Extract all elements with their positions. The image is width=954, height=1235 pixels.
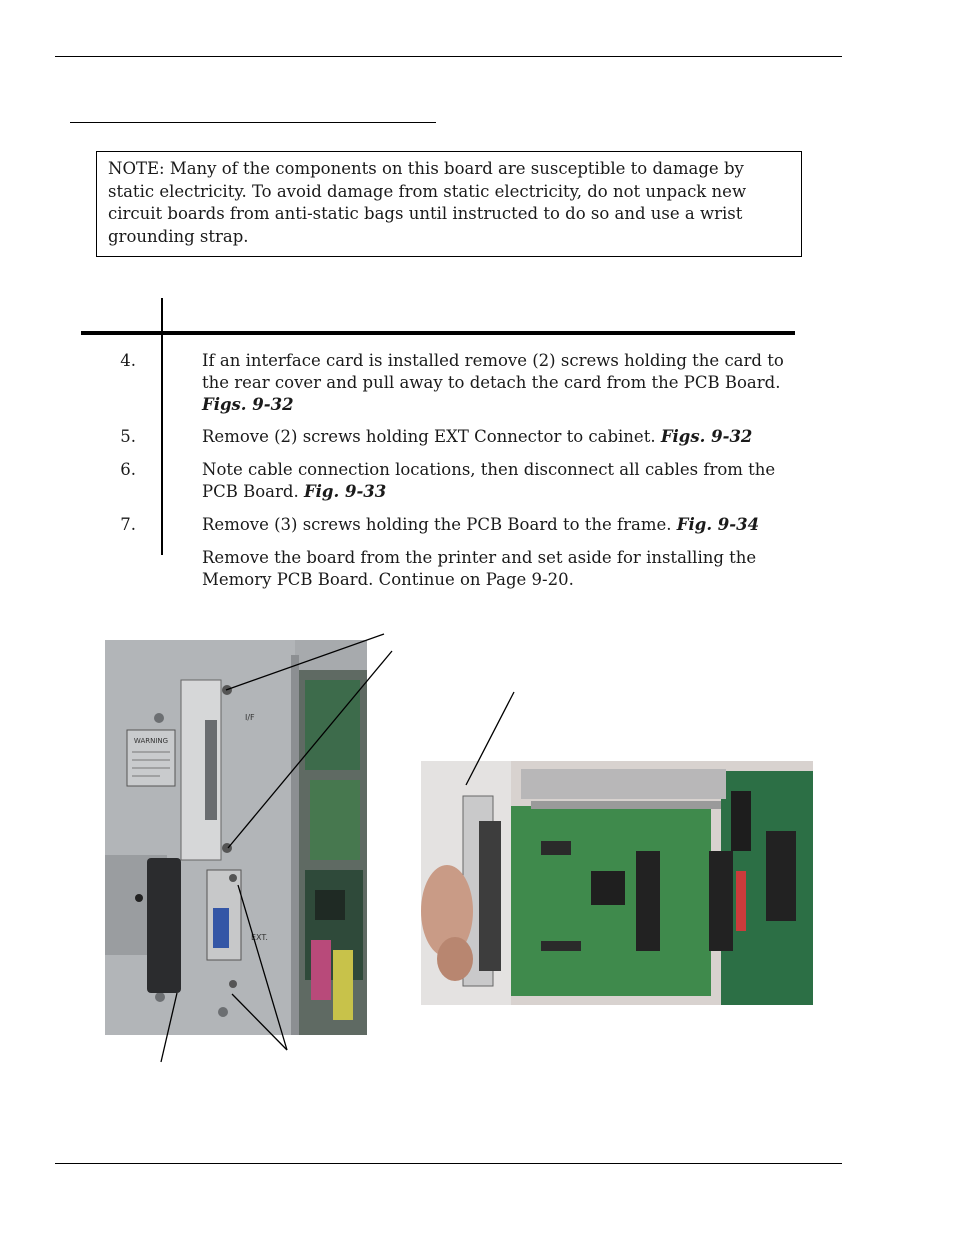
- callout-line-card-screw-top: [226, 634, 384, 690]
- final-step-body: Remove the board from the printer and set aside for installing the Memory PCB Board. Continue on Page 9-20.: [202, 548, 757, 589]
- step-6-figure-ref: Fig. 9-33: [303, 482, 387, 501]
- step-number-4: 4.: [120, 351, 136, 370]
- step-number-5: 5.: [120, 427, 136, 446]
- step-4-body: If an interface card is installed remove (2) screws holding the card to the rear cover and pull away to detach the card from the PCB Board.: [202, 351, 784, 392]
- step-4-figure-ref: Figs. 9-32: [202, 395, 294, 414]
- step-7-figure-ref: Fig. 9-34: [676, 515, 760, 534]
- step-6-body: Note cable connection locations, then disconnect all cables from the PCB Board.: [202, 460, 776, 501]
- port-label-if: I/F: [245, 713, 255, 722]
- callout-line-ext-connector: [161, 993, 177, 1062]
- step-number-7: 7.: [120, 515, 136, 534]
- step-5-body: Remove (2) screws holding EXT Connector to cabinet.: [202, 427, 656, 446]
- callout-line-interface-card: [466, 692, 514, 785]
- note-text: NOTE: Many of the components on this board are susceptible to damage by static electricity. To avoid damage from static electricity, do not unpack new circuit boards from anti-static bags until instructed to do so and use a wrist grounding strap.: [108, 159, 747, 246]
- port-label-ext: EXT.: [251, 933, 268, 942]
- footer-rule: [55, 1163, 842, 1164]
- step-number-6: 6.: [120, 460, 136, 479]
- warning-label-text: WARNING: [133, 737, 169, 745]
- step-5-figure-ref: Figs. 9-32: [660, 427, 753, 446]
- step-7-body: Remove (3) screws holding the PCB Board to the frame.: [202, 515, 672, 534]
